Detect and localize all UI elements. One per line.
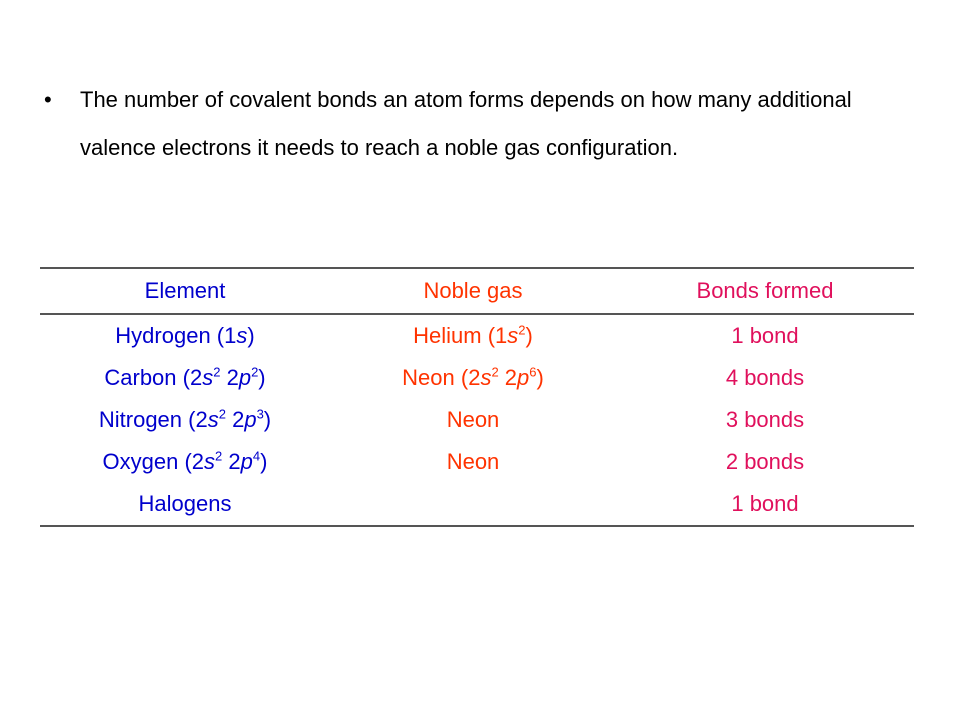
element-cell: Hydrogen (1s) bbox=[115, 323, 255, 348]
noble-gas-cell: Neon ($2s^2$ $2p^6$) bbox=[402, 364, 544, 390]
bullet-paragraph bbox=[44, 76, 924, 172]
bonds-cell: 2 bonds bbox=[725, 449, 805, 474]
bonds-cell: 1 bond bbox=[731, 323, 799, 348]
table-row bbox=[40, 483, 914, 526]
bonds-cell: 4 bonds bbox=[725, 365, 805, 390]
bonds-table bbox=[40, 267, 914, 527]
element-cell: Halogens bbox=[138, 491, 232, 516]
bullet-marker: • bbox=[44, 87, 52, 112]
bonds-cell: 1 bond bbox=[731, 491, 799, 516]
table-row bbox=[40, 314, 914, 357]
noble-gas-cell: Helium $(1s^2)$ bbox=[413, 322, 533, 348]
noble-gas-cell: Neon bbox=[446, 407, 500, 432]
table-row bbox=[40, 441, 914, 483]
table-header-row bbox=[40, 268, 914, 314]
bullet-text: The number of covalent bonds an atom forms depends on how many additional valence electrons it needs to reach a noble gas configuration. bbox=[80, 87, 852, 160]
element-cell: Carbon ($2s^2$ $2p^2$) bbox=[104, 364, 266, 390]
noble-gas-cell bbox=[330, 483, 616, 526]
header-bonds-formed: Bonds formed bbox=[696, 278, 834, 303]
element-cell: Nitrogen ($2s^2$ $2p^3$) bbox=[98, 406, 272, 432]
header-element: Element bbox=[144, 278, 226, 303]
table-row bbox=[40, 399, 914, 441]
bonds-cell: 3 bonds bbox=[725, 407, 805, 432]
header-noble-gas: Noble gas bbox=[423, 278, 523, 303]
element-cell: Oxygen ($2s^2$ $2p^4$) bbox=[102, 448, 268, 474]
noble-gas-cell: Neon bbox=[446, 449, 500, 474]
table-row bbox=[40, 357, 914, 399]
